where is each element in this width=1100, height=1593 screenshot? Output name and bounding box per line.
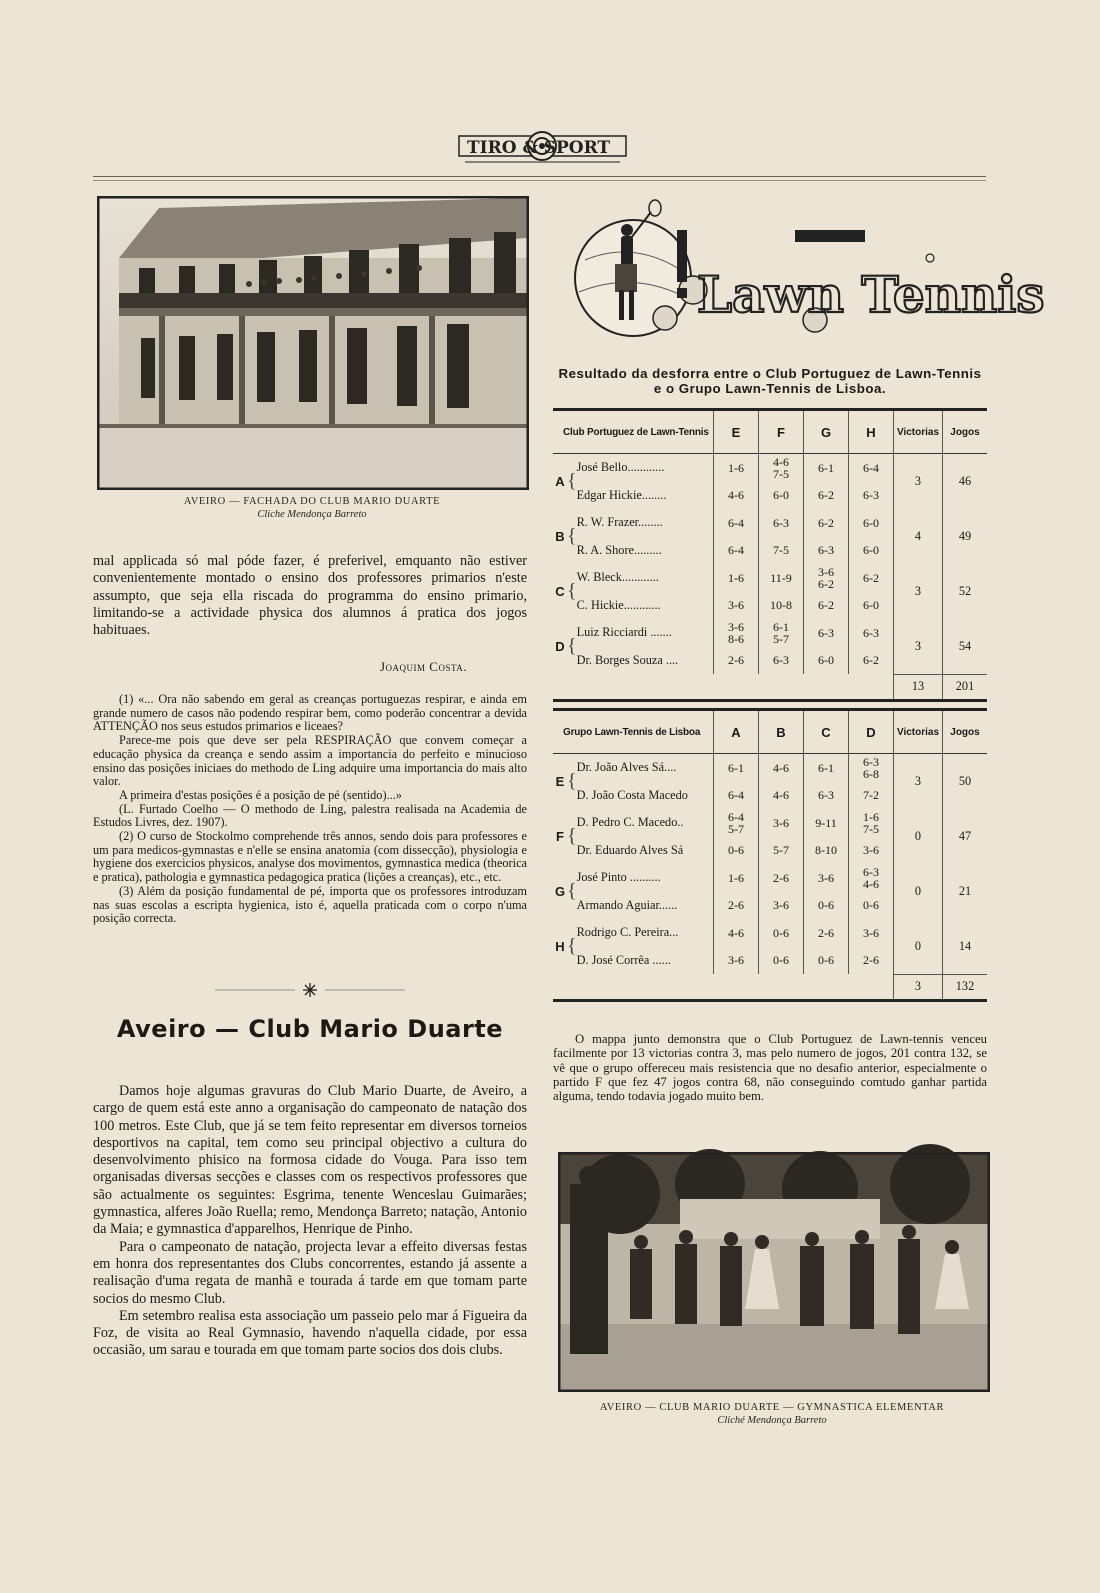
score-cell [849, 592, 894, 620]
score-cell [849, 454, 894, 482]
victorias-cell: 3 [894, 754, 943, 810]
score-cell [804, 919, 849, 947]
score-cell [804, 947, 849, 975]
paragraph-continuation: mal applicada só mal póde fazer, é preferivel, emquanto não estiver convenientemente montado o ensino dos professores primarios n'este assumpto, que seja ella riscada do programma do ensino primario, limitando-se a actividade physica dos alumnos á pratica dos jogos habituaes. [93, 553, 527, 639]
score-cell [849, 864, 894, 892]
score-cell [759, 947, 804, 975]
section-divider [215, 982, 405, 998]
score-cell [804, 592, 849, 620]
set-score: 2-6 [773, 870, 789, 885]
col-header-jogos: Jogos [943, 410, 988, 454]
score-cell [714, 592, 759, 620]
col-header: G [804, 410, 849, 454]
score-cell [804, 509, 849, 537]
set-score: 7-5 [863, 821, 879, 836]
set-score: 6-1 [818, 460, 834, 475]
score-cell [804, 537, 849, 565]
set-score: 0-6 [773, 953, 789, 968]
set-score: 4-6 [728, 488, 744, 503]
group-letter: C [555, 584, 565, 599]
set-score: 6-2 [818, 598, 834, 613]
table-row [553, 454, 987, 482]
score-cell [849, 647, 894, 675]
set-score: 6-3 [863, 625, 879, 640]
set-score: 5-7 [773, 843, 789, 858]
player-name: Dr. Borges Souza .... [576, 652, 679, 667]
caption-credit: Cliché Mendonça Barreto [717, 1415, 827, 1426]
total-jogos: 132 [943, 974, 988, 1000]
group-brace: { [567, 880, 577, 902]
set-score: 3-6 [818, 564, 834, 579]
col-header: F [759, 410, 804, 454]
set-score: 6-0 [863, 515, 879, 530]
article-paragraph: Para o campeonato de natação, projecta levar a effeito diversas festas em honra dos representantes dos Clubs concorrentes, estando já assente a realisação d'uma regata de manhã e tourada á tarde em que tomam parte socios do mesmo Club. [93, 1238, 527, 1307]
group-letter: A [555, 474, 565, 489]
score-cell [759, 619, 804, 647]
total-victorias: 13 [894, 674, 943, 700]
player-name: José Pinto .......... [576, 870, 661, 885]
score-cell [759, 454, 804, 482]
score-cell [759, 592, 804, 620]
totals-spacer [553, 674, 894, 700]
set-score: 6-4 [728, 809, 744, 824]
set-score: 6-0 [863, 543, 879, 558]
set-score: 3-6 [818, 870, 834, 885]
set-score: 1-6 [728, 870, 744, 885]
set-score: 3-6 [728, 619, 744, 634]
set-score: 3-6 [773, 815, 789, 830]
totals-row [553, 674, 987, 700]
jogos-cell: 14 [943, 919, 988, 974]
table-row [553, 809, 987, 837]
table-row [553, 564, 987, 592]
results-table-club-portuguez [553, 408, 987, 702]
footnote: Parece-me pois que deve ser pela RESPIRAÇÃO que convem começar a educação physica da creança e sendo assim a importancia do perfeito e minucioso ensino das posições iniciaes do methodo de Ling adquire uma importancia do mais alto valor. [93, 733, 527, 789]
set-score: 10-8 [770, 598, 792, 613]
caption-gymnastics [558, 1402, 986, 1426]
score-cell [759, 809, 804, 837]
set-score: 9-11 [815, 815, 837, 830]
jogos-cell: 54 [943, 619, 988, 674]
group-brace: { [567, 525, 577, 547]
table-row [553, 919, 987, 947]
score-cell [714, 809, 759, 837]
set-score: 6-0 [818, 653, 834, 668]
article-paragraph: Em setembro realisa esta associação um passeio pelo mar á Figueira da Foz, de visita ao Real Gymnasio, havendo n'aquella cidade, por essa occasião, um sarau e tourada em que tomam parte socios dos dois clubs. [93, 1307, 527, 1359]
group-brace: { [567, 825, 577, 847]
jogos-cell: 46 [943, 454, 988, 510]
score-cell [714, 837, 759, 865]
table-body [553, 454, 987, 701]
photo-gymnastics [558, 1152, 990, 1392]
set-score: 6-1 [773, 619, 789, 634]
victorias-cell: 0 [894, 864, 943, 919]
set-score: 3-6 [863, 843, 879, 858]
score-cell [849, 509, 894, 537]
group-letter: B [555, 529, 565, 544]
victorias-cell: 3 [894, 619, 943, 674]
set-score: 6-3 [773, 515, 789, 530]
score-cell [804, 454, 849, 482]
score-cell [759, 782, 804, 810]
set-score: 6-3 [863, 754, 879, 769]
score-cell [804, 892, 849, 920]
player-name: R. W. Frazer........ [576, 515, 663, 530]
totals-spacer [553, 974, 894, 1000]
header-rule [93, 176, 986, 177]
score-cell [804, 564, 849, 592]
set-score: 6-3 [818, 788, 834, 803]
victorias-cell: 0 [894, 919, 943, 974]
header-rule-2 [93, 180, 986, 181]
score-cell [849, 537, 894, 565]
victorias-cell: 4 [894, 509, 943, 564]
set-score: 5-7 [773, 631, 789, 646]
col-header-victorias: Victorias [894, 710, 943, 754]
table-row [553, 619, 987, 647]
set-score: 6-1 [818, 760, 834, 775]
score-cell [849, 837, 894, 865]
group-letter: F [556, 829, 564, 844]
jogos-cell: 49 [943, 509, 988, 564]
set-score: 6-3 [863, 488, 879, 503]
set-score: 6-4 [863, 460, 879, 475]
score-cell [714, 892, 759, 920]
score-cell [849, 754, 894, 782]
score-cell [759, 564, 804, 592]
score-cell [714, 754, 759, 782]
set-score: 1-6 [728, 460, 744, 475]
author-signature: Joaquim Costa. [380, 659, 468, 674]
lawn-tennis-title: Resultado da desforra entre o Club Portuguez de Lawn-Tennis e o Grupo Lawn-Tennis de Lisboa. [558, 366, 982, 396]
set-score: 5-7 [728, 821, 744, 836]
set-score: 8-6 [728, 631, 744, 646]
score-cell [759, 537, 804, 565]
score-cell [714, 947, 759, 975]
score-cell [849, 809, 894, 837]
set-score: 8-10 [815, 843, 837, 858]
set-score: 0-6 [818, 953, 834, 968]
score-cell [714, 482, 759, 510]
score-cell [849, 619, 894, 647]
set-score: 6-4 [728, 515, 744, 530]
score-cell [804, 864, 849, 892]
lawn-tennis-commentary: O mappa junto demonstra que o Club Portuguez de Lawn-tennis venceu facilmente por 13 victorias contra 3, mas pelo numero de jogos, 201 contra 132, se vê que o grupo offereceu mais resistencia que no desafio anterior, especialmente o partido F que fez 47 jogos contra 68, não conseguindo comtudo ganhar partida alguma, tendo todavia jogado muito bem. [553, 1032, 987, 1104]
group-letter: D [555, 639, 565, 654]
player-name: Dr. Eduardo Alves Sá [576, 842, 684, 857]
set-score: 4-6 [773, 788, 789, 803]
set-score: 7-2 [863, 788, 879, 803]
set-score: 3-6 [773, 898, 789, 913]
player-name: Rodrigo C. Pereira... [576, 925, 679, 940]
victorias-cell: 0 [894, 809, 943, 864]
score-cell [759, 837, 804, 865]
group-letter: G [554, 884, 566, 899]
player-name: D. João Costa Macedo [576, 787, 688, 802]
set-score: 4-6 [728, 925, 744, 940]
col-header: E [714, 410, 759, 454]
masthead-text: TIRO & SPORT [467, 138, 611, 158]
set-score: 1-6 [863, 809, 879, 824]
footnote: (L. Furtado Coelho — O methodo de Ling, palestra realisada na Academia de Estudos Livres, dez. 1907). [93, 801, 527, 830]
masthead-logo [455, 124, 630, 168]
set-score: 6-2 [818, 576, 834, 591]
set-score: 6-1 [728, 760, 744, 775]
group-brace: { [567, 770, 577, 792]
player-name: José Bello............ [576, 460, 665, 475]
score-cell [714, 864, 759, 892]
footnote: (1) «... Ora não sabendo em geral as creanças portuguezas respirar, e ainda em grande numero de casos não podendo respirar bem, como poderão concentrar a devida ATTENÇÃO nos seus estudos primarios e liceaes? [93, 692, 527, 734]
caption-text: AVEIRO — CLUB MARIO DUARTE — GYMNASTICA ELEMENTAR [599, 1402, 945, 1413]
score-cell [804, 482, 849, 510]
player-name: Luiz Ricciardi ....... [576, 625, 672, 640]
score-cell [804, 782, 849, 810]
set-score: 3-6 [728, 953, 744, 968]
set-score: 6-0 [863, 598, 879, 613]
group-brace: { [567, 470, 577, 492]
score-cell [759, 892, 804, 920]
set-score: 6-3 [863, 864, 879, 879]
col-header-jogos: Jogos [943, 710, 988, 754]
group-brace: { [567, 935, 577, 957]
score-cell [714, 537, 759, 565]
col-header: H [849, 410, 894, 454]
set-score: 6-2 [863, 653, 879, 668]
set-score: 7-5 [773, 466, 789, 481]
player-name: Edgar Hickie........ [576, 487, 667, 502]
set-score: 6-2 [818, 515, 834, 530]
player-name: C. Hickie............ [576, 597, 661, 612]
set-score: 6-3 [818, 625, 834, 640]
group-brace: { [567, 635, 577, 657]
table-club-name: Grupo Lawn-Tennis de Lisboa [563, 726, 701, 738]
score-cell [759, 647, 804, 675]
score-cell [804, 619, 849, 647]
article-body [93, 1083, 527, 1360]
set-score: 6-4 [728, 543, 744, 558]
set-score: 2-6 [728, 653, 744, 668]
group-letter: E [555, 774, 565, 789]
score-cell [804, 647, 849, 675]
score-cell [849, 564, 894, 592]
player-name: D. José Corrêa ...... [576, 952, 671, 967]
score-cell [714, 782, 759, 810]
lawn-tennis-header-text: Lawn Tennis [697, 265, 1045, 324]
totals-row [553, 974, 987, 1000]
total-victorias: 3 [894, 974, 943, 1000]
table-row [553, 509, 987, 537]
set-score: 2-6 [728, 898, 744, 913]
set-score: 2-6 [863, 953, 879, 968]
jogos-cell: 21 [943, 864, 988, 919]
col-header: C [804, 710, 849, 754]
player-name: D. Pedro C. Macedo.. [576, 815, 684, 830]
table-row [553, 754, 987, 782]
caption-text: AVEIRO — FACHADA DO CLUB MARIO DUARTE [183, 496, 441, 507]
score-cell [849, 947, 894, 975]
set-score: 4-6 [773, 454, 789, 469]
group-brace: { [567, 580, 577, 602]
col-header: D [849, 710, 894, 754]
col-header-victorias: Victorias [894, 410, 943, 454]
col-header: B [759, 710, 804, 754]
set-score: 6-4 [728, 788, 744, 803]
set-score: 6-2 [818, 488, 834, 503]
score-cell [849, 782, 894, 810]
table-body [553, 754, 987, 1001]
score-cell [759, 509, 804, 537]
footnote: (2) O curso de Stockolmo comprehende três annos, sendo dois para professores e um para medicos-gymnastas e n'elle se ensina anatomia (com dissecção), physiologia e hygiene dos exercicios physicos, analyse dos movimentos, gymnastica medica (theorica e pratica), pathologia e gymnastica pedagogica pratica (lições a creanças), etc., etc. [93, 829, 527, 885]
jogos-cell: 47 [943, 809, 988, 864]
set-score: 6-0 [773, 488, 789, 503]
victorias-cell: 3 [894, 454, 943, 510]
col-header: A [714, 710, 759, 754]
table-club-name: Club Portuguez de Lawn-Tennis [563, 426, 709, 438]
score-cell [759, 864, 804, 892]
set-score: 0-6 [818, 898, 834, 913]
jogos-cell: 50 [943, 754, 988, 810]
set-score: 3-6 [863, 925, 879, 940]
set-score: 4-6 [773, 760, 789, 775]
lawn-tennis-header-art [565, 200, 1045, 338]
footnote: (3) Além da posição fundamental de pé, importa que os professores introduzam nas suas escolas a escripta hygienica, isto é, aquella praticada com o corpo n'uma posição correcta. [93, 883, 527, 926]
set-score: 6-2 [863, 570, 879, 585]
score-cell [714, 919, 759, 947]
group-letter: H [555, 939, 565, 954]
article-heading: Aveiro — Club Mario Duarte [116, 1015, 504, 1043]
score-cell [849, 482, 894, 510]
victorias-cell: 3 [894, 564, 943, 619]
caption-club-facade [97, 496, 527, 520]
footnote: A primeira d'estas posições é a posição de pé (sentido)...» [119, 787, 402, 802]
score-cell [714, 619, 759, 647]
score-cell [714, 564, 759, 592]
set-score: 3-6 [728, 598, 744, 613]
score-cell [804, 837, 849, 865]
set-score: 11-9 [770, 570, 792, 585]
score-cell [714, 509, 759, 537]
set-score: 2-6 [818, 925, 834, 940]
score-cell [759, 919, 804, 947]
score-cell [849, 919, 894, 947]
caption-credit: Cliche Mendonça Barreto [257, 509, 367, 520]
score-cell [714, 454, 759, 482]
player-name: Dr. João Alves Sá.... [576, 760, 677, 775]
set-score: 4-6 [863, 876, 879, 891]
score-cell [759, 482, 804, 510]
jogos-cell: 52 [943, 564, 988, 619]
total-jogos: 201 [943, 674, 988, 700]
set-score: 0-6 [728, 843, 744, 858]
score-cell [804, 809, 849, 837]
set-score: 0-6 [863, 898, 879, 913]
results-table-grupo-lisboa [553, 708, 987, 1002]
set-score: 6-3 [818, 543, 834, 558]
score-cell [804, 754, 849, 782]
set-score: 6-8 [863, 766, 879, 781]
player-name: Armando Aguiar...... [576, 897, 678, 912]
score-cell [759, 754, 804, 782]
score-cell [849, 892, 894, 920]
set-score: 7-5 [773, 543, 789, 558]
set-score: 0-6 [773, 925, 789, 940]
article-paragraph: Damos hoje algumas gravuras do Club Mario Duarte, de Aveiro, a cargo de quem está este anno a organisação do campeonato de natação dos 100 metros. Este Club, que já se tem feito representar em diversos torneios desportivos na capital, tem como seu principal objectivo a cultura do desenvolvimento phisico na formosa cidade do Vouga. Para isso tem organisadas diversas secções e classes com os respectivos professores que são actualmente os seguintes: Esgrima, tenente Wenceslau Guimarães; gymnastica, alferes João Ruella; remo, Mendonça Barreto; natação, Antonio da Maia; e gymnastica d'apparelhos, Henrique de Pinho. [93, 1083, 527, 1238]
set-score: 1-6 [728, 570, 744, 585]
photo-club-facade [97, 196, 529, 490]
table-row [553, 864, 987, 892]
score-cell [714, 647, 759, 675]
set-score: 6-3 [773, 653, 789, 668]
footnotes [93, 693, 527, 926]
player-name: W. Bleck............ [576, 570, 659, 585]
player-name: R. A. Shore......... [576, 542, 662, 557]
